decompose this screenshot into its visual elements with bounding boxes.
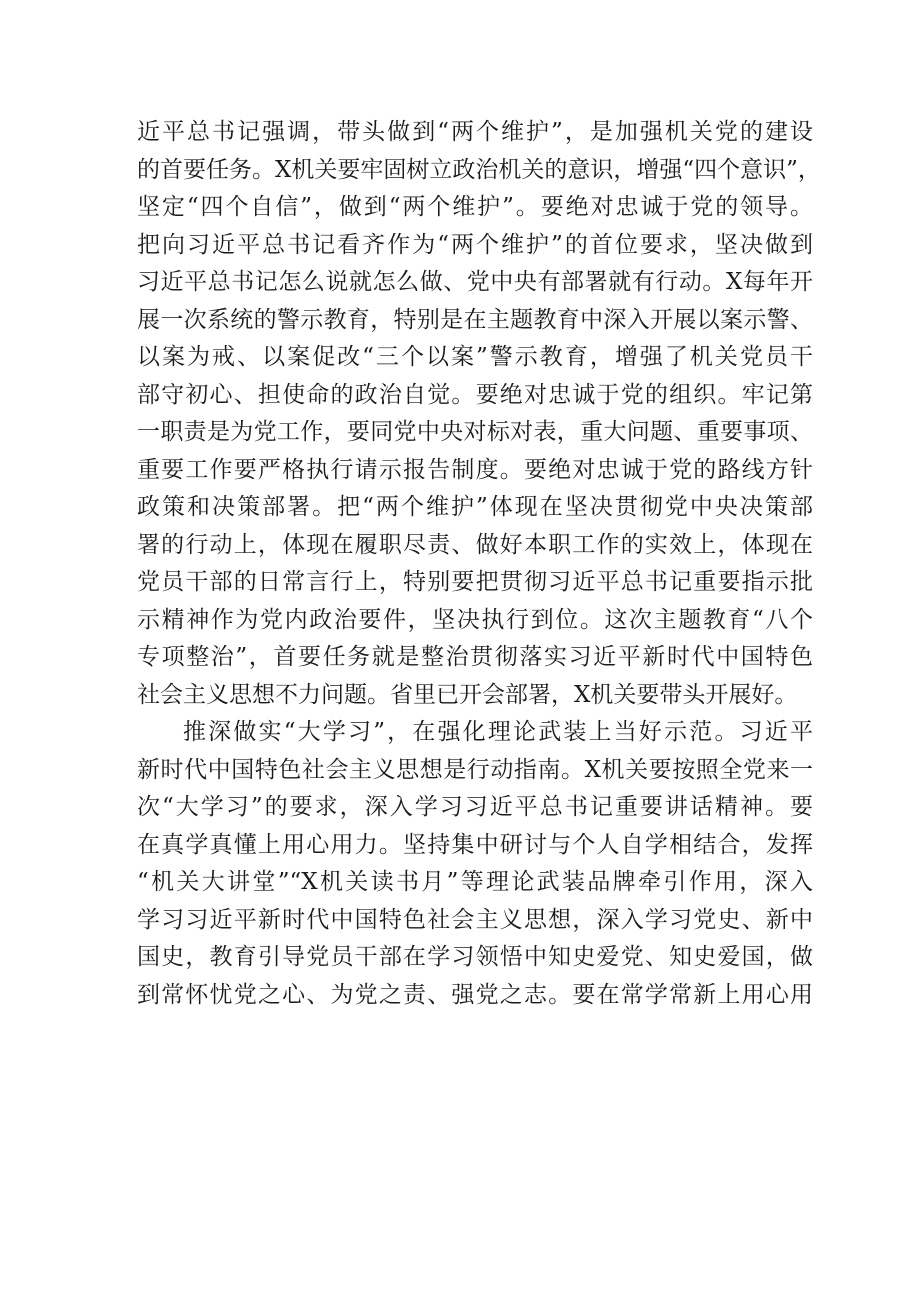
text-line: 社会主义思想不力问题。省里已开会部署，X机关要带头开展好。 [137,681,798,708]
text-line: 党员干部的日常言行上，特别要把贯彻习近平总书记重要指示批 [137,569,813,595]
text-line: 新时代中国特色社会主义思想是行动指南。X机关要按照全党来一 [137,756,813,783]
text-line: 以案为戒、以案促改“三个以案”警示教育，增强了机关党员干 [137,344,813,370]
body-text [137,114,821,1014]
text-line: 署的行动上，体现在履职尽责、做好本职工作的实效上，体现在 [137,531,813,558]
text-line: 次“大学习”的要求，深入学习习近平总书记重要讲话精神。要 [137,794,813,820]
text-line: 在真学真懂上用心用力。坚持集中研讨与个人自学相结合，发挥 [137,831,813,858]
text-line: “机关大讲堂”“X机关读书月”等理论武装品牌牵引作用，深入 [137,869,813,895]
text-line: 一职责是为党工作，要同党中央对标对表，重大问题、重要事项、 [137,419,813,445]
text-line: 习近平总书记怎么说就怎么做、党中央有部署就有行动。X每年开 [137,269,813,295]
text-line: 国史，教育引导党员干部在学习领悟中知史爱党、知史爱国，做 [137,944,813,970]
text-line: 重要工作要严格执行请示报告制度。要绝对忠诚于党的路线方针 [137,456,813,483]
text-line: 坚定“四个自信”，做到“两个维护”。要绝对忠诚于党的领导。 [137,194,813,220]
text-line: 的首要任务。X机关要牢固树立政治机关的意识，增强“四个意识”， [137,156,821,183]
text-line: 近平总书记强调，带头做到“两个维护”，是加强机关党的建设 [137,119,813,145]
text-line: 学习习近平新时代中国特色社会主义思想，深入学习党史、新中 [137,906,813,933]
text-line: 展一次系统的警示教育，特别是在主题教育中深入开展以案示警、 [137,306,813,333]
text-line: 政策和决策部署。把“两个维护”体现在坚决贯彻党中央决策部 [137,494,813,520]
text-line: 到常怀忧党之心、为党之责、强党之志。要在常学常新上用心用 [137,981,813,1008]
text-line: 示精神作为党内政治要件，坚决执行到位。这次主题教育“八个 [137,606,813,633]
text-line: 部守初心、担使命的政治自觉。要绝对忠诚于党的组织。牢记第 [137,381,813,408]
text-line: 专项整治”，首要任务就是整治贯彻落实习近平新时代中国特色 [137,644,813,670]
text-line: 把向习近平总书记看齐作为“两个维护”的首位要求，坚决做到 [137,231,813,258]
paragraph-first-line: 推深做实“大学习”，在强化理论武装上当好示范。习近平 [183,719,813,745]
